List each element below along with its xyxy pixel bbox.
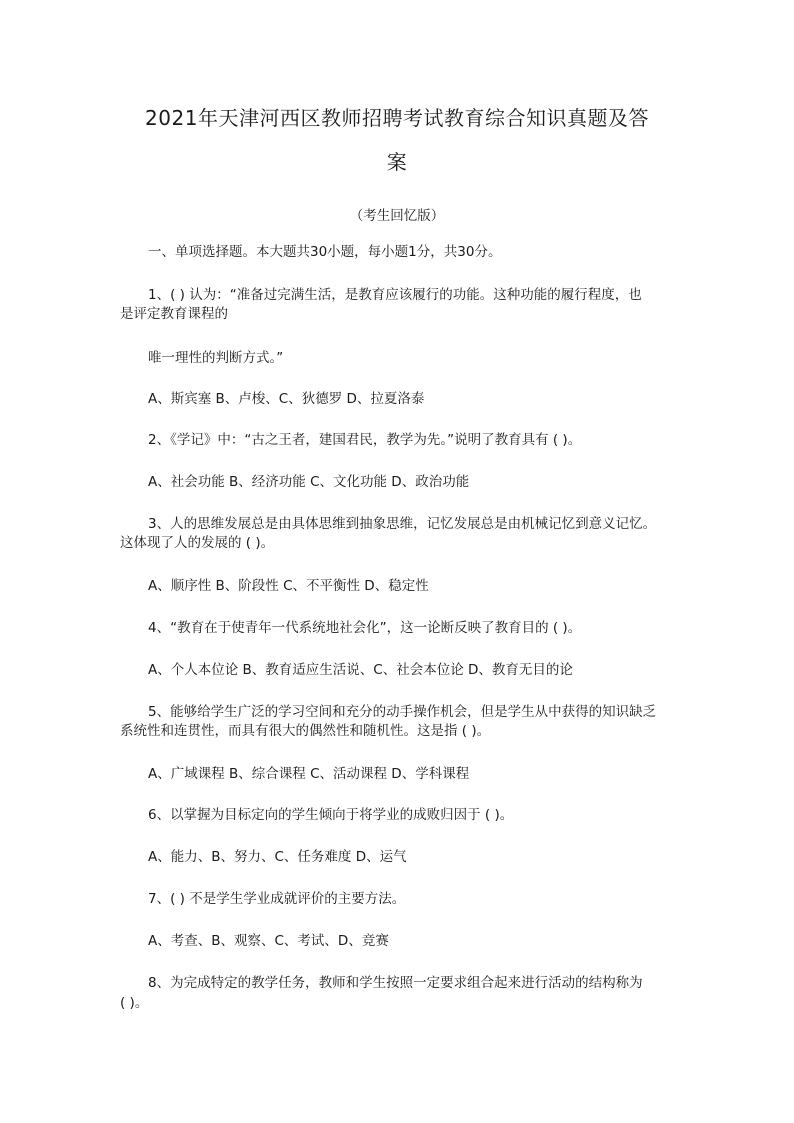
- question-1-stem-line2: 是评定教育课程的: [120, 306, 228, 322]
- question-6-stem-line1: 6、以掌握为目标定向的学生倾向于将学业的成败归因于 ( )。: [148, 807, 514, 823]
- question-1-stem-line3: 唯一理性的判断方式。”: [148, 350, 284, 366]
- question-3-options: A、顺序性 B、阶段性 C、不平衡性 D、稳定性: [148, 578, 429, 594]
- question-8-stem-line2: ( )。: [120, 995, 149, 1011]
- question-8-stem-line1: 8、为完成特定的教学任务，教师和学生按照一定要求组合起来进行活动的结构称为: [148, 975, 643, 991]
- document-title-line1: 2021年天津河西区教师招聘考试教育综合知识真题及答: [145, 106, 649, 130]
- question-7-stem-line1: 7、( ) 不是学生学业成就评价的主要方法。: [148, 891, 406, 907]
- section-heading: 一、单项选择题。本大题共30小题，每小题1分，共30分。: [148, 244, 502, 260]
- document-title-line2: 案: [386, 150, 408, 174]
- question-6-options: A、能力、B、努力、C、任务难度 D、运气: [148, 849, 407, 865]
- question-7-options: A、考查、B、观察、C、考试、D、竞赛: [148, 933, 389, 949]
- question-3-stem-line2: 这体现了人的发展的 ( )。: [120, 535, 275, 551]
- question-4-stem-line1: 4、“教育在于使青年一代系统地社会化”，这一论断反映了教育目的 ( )。: [148, 620, 582, 636]
- question-2-stem-line1: 2、《学记》中：“古之王者，建国君民，教学为先。”说明了教育具有 ( )。: [148, 432, 582, 448]
- question-2-options: A、社会功能 B、经济功能 C、文化功能 D、政治功能: [148, 474, 470, 490]
- question-5-options: A、广域课程 B、综合课程 C、活动课程 D、学科课程: [148, 766, 470, 782]
- question-4-options: A、个人本位论 B、教育适应生活说、C、社会本位论 D、教育无目的论: [148, 662, 573, 678]
- question-5-stem-line1: 5、能够给学生广泛的学习空间和充分的动手操作机会，但是学生从中获得的知识缺乏: [148, 704, 657, 720]
- question-1-options: A、斯宾塞 B、卢梭、C、狄德罗 D、拉夏洛泰: [148, 391, 425, 407]
- question-3-stem-line1: 3、人的思维发展总是由具体思维到抽象思维，记忆发展总是由机械记忆到意义记忆。: [148, 516, 657, 532]
- question-1-stem-line1: 1、( ) 认为：“准备过完满生活，是教育应该履行的功能。这种功能的履行程度，也: [148, 287, 642, 303]
- question-5-stem-line2: 系统性和连贯性，而具有很大的偶然性和随机性。这是指 ( )。: [120, 723, 491, 739]
- document-subtitle: （考生回忆版）: [349, 208, 445, 224]
